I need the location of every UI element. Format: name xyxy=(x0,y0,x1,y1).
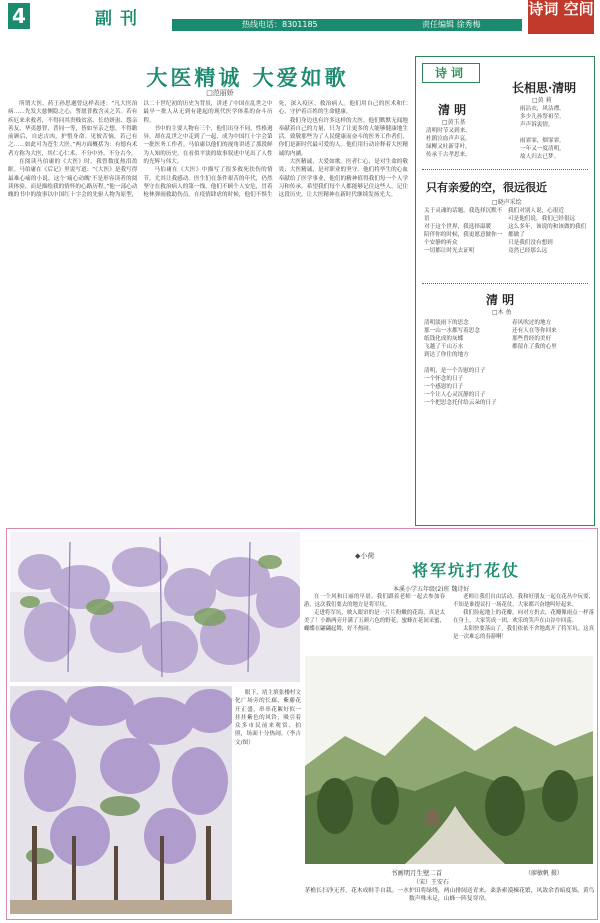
wisteria-caption-box xyxy=(235,689,301,862)
wisteria-photo-2 xyxy=(10,686,232,914)
poem-author: □黄玉基 xyxy=(442,119,466,126)
poem-author: □木 鱼 xyxy=(492,309,512,316)
poetry-sidebar xyxy=(415,56,595,526)
poem-line: 竟然已经那么远 xyxy=(508,248,548,254)
article1-author: □范丽娇 xyxy=(206,89,234,97)
poem-line xyxy=(424,359,504,367)
poem-line: 那一山一水都写着思念 xyxy=(424,328,480,334)
section-tag: ◆小荷 xyxy=(355,552,375,560)
article2-author: 本溪小学五年级(2)班 魏诗好 xyxy=(393,586,470,593)
poem-line: 到达了你住的地方 xyxy=(424,352,469,358)
article2-body xyxy=(304,594,594,652)
article2-title: 将军坑打花仗 xyxy=(412,561,521,580)
poem-line: 清明淡雨下的思念 xyxy=(424,320,469,326)
poem-author: □黄 莉 xyxy=(532,97,552,104)
poem-title: 清 明 xyxy=(438,103,467,117)
brand-logo: 诗词 空间 xyxy=(528,0,594,34)
poem-line: 一切都让时光去证明 xyxy=(424,248,475,254)
paragraph: 太阳快要落山了，我们依依不舍地离开了将军坑。这真是一次难忘的春游啊！ xyxy=(453,625,594,640)
caption-title: 书画明月生壁二首 xyxy=(391,869,443,877)
poem-body xyxy=(426,127,471,159)
poem-line: 清明，是一个告慰的日子 xyxy=(424,368,486,374)
header-bar xyxy=(172,19,522,31)
poem-body xyxy=(512,319,590,351)
page-header xyxy=(0,0,600,34)
poem-line: 一个怀念的日子 xyxy=(424,376,464,382)
poem-line: 关于灵魂的话题，我选择沉默不语 xyxy=(424,208,503,222)
poem-line: 对于这个世界，我选择温暖 xyxy=(424,224,492,230)
painting-caption xyxy=(303,868,596,914)
poem-line: 纸钱化成的灰蝶 xyxy=(424,336,464,342)
paragraph: 我们捡起地上的花瓣，向对方扔去，花瓣像雨点一样落在身上，大家笑成一团，欢乐的笑声在山谷中回荡。 xyxy=(453,609,594,624)
paragraph: 在阅读马伯庸的《大医》时，我曾数度热泪盈眶。马伯庸在《后记》里说写道：“《大医》是我写得最难心痛的小说，这个‘痛心动魄’不是形容读者的阅读体验，而是描绘我的情怀的心路历程。”他一部心动魄的书中的故事以中国红十字会的先驱人物为原型，以二十世纪初的历史为背景，讲述了中国在乱世之中最早一批人从无到有建起的现代医学体系的奋斗历程。 xyxy=(8,101,273,199)
poem-line: 春风吹过的地方 xyxy=(512,320,552,326)
poem-line: 绿柳又吐新芽叶， xyxy=(426,144,471,150)
landscape-painting-graphic xyxy=(305,656,593,864)
poem-line: 都留在了我的心里 xyxy=(512,344,557,350)
poem-line: 声声诉衷情。 xyxy=(520,122,554,128)
paragraph: 走进将军坑，映入眼帘的是一片片粉嫩的花海，真是太美了！小路两旁开满了五颜六色的野花，蜜蜂在花间采蜜，蝴蝶在翩翩起舞，好不热闹。 xyxy=(304,609,445,632)
paragraph: 我们身边也有许多这样的大医。他们默默无闻地奉献着自己的力量，只为了让更多的人能够健康地生活。致敬那些为了人民健康而奋斗的医务工作者们，你们是新时代最可爱的人。他们用行动诠释着大医精诚的内涵。 xyxy=(278,117,408,157)
divider xyxy=(422,283,588,284)
paragraph: 在一个风和日丽的早晨，我们跟着老师一起去参加春游，这次我们要去的地方是将军坑。 xyxy=(304,594,445,608)
poem-line: 飞越了千山万水 xyxy=(424,344,464,350)
page-number: 4 xyxy=(8,3,30,29)
paragraph: 老师让我们自由活动。我和好朋友一起在花丛中玩耍，不知是谁提议打一场花仗，大家都兴奋地叫好起来。 xyxy=(453,594,594,608)
paragraph: 所谓大医，药王孙思邈曾这样表述：“凡大医治病……先发大慈恻隐之心，誓愿普救含灵之苦。若有疾厄来求救者，不得问其贵贱贫富、长幼妍蚩、怨亲善友、华夷愚智，普同一等，皆如至亲之想。不得瞻前顾后，自虑吉凶，护惜身命。见彼苦恼，若己有之……如此可为苍生大医。”两方面概括为：有德有术者方称为大医，其仁心仁术，不分中外，不分古今。 xyxy=(8,101,138,157)
poem-line: 可是他们说，我们已经很远 xyxy=(508,216,576,222)
poem-author: □晓声采绘 xyxy=(492,199,522,206)
caption-author: （宋）王安石 xyxy=(413,879,450,886)
column-name: 副刊 xyxy=(95,9,145,29)
wisteria-photo-1 xyxy=(10,532,300,682)
poem-line: 一个让人心灵沉静的日子 xyxy=(424,392,486,398)
poem-line: 一个把思念托付给云朵的日子 xyxy=(424,400,497,406)
poem-title: 只有亲爱的空，很远很近 xyxy=(426,181,547,194)
poem-title: 清 明 xyxy=(486,293,515,307)
poem-body xyxy=(424,207,504,255)
painter-credit: （廖敏帆 摄） xyxy=(525,870,563,877)
poetry-tab: 诗词 xyxy=(422,63,480,83)
paragraph: 书中的主要人物有三个，他们出身不同，性格迥异，却在乱世之中走到了一起，成为中国红十字会第一批医务工作者。马伯庸以他们的视角讲述了那段鲜为人知的历史，在看似平淡的故事叙述中见出了人性的光辉与伟大。 xyxy=(143,125,273,166)
poem-title: 长相思·清明 xyxy=(512,81,577,95)
poem-line: 这么多年，该说的和该做的我们都做了 xyxy=(508,224,587,238)
paragraph: 马伯庸在《大医》中描写了很多救死扶伤的情节，尤其让我感动。医生们在条件艰苦的年代，仍然坚守在救治病人的第一线，他们不顾个人安危，冒着枪林弹雨救助伤员。在疫情肆虐的时候，他们不惧生死，深入疫区，救治病人。他们用自己的医术和仁心，守护着百姓的生命健康。 xyxy=(143,101,408,199)
hotline: 热线电话：8301185 xyxy=(242,20,318,29)
poem-line: 杜鹃泣血声声哀。 xyxy=(426,136,471,142)
editor: 责任编辑 徐秀梅 xyxy=(422,20,481,29)
poem-line: 传承千古孝思来。 xyxy=(426,152,471,158)
poem-line: 一个感恩的日子 xyxy=(424,384,464,390)
poem-line: 陪伴你的时候，我更愿意做你一个安静的听众 xyxy=(424,232,503,246)
poem-body xyxy=(520,105,565,161)
poem-line: 还有人在等你回来 xyxy=(512,328,557,334)
poem-line: 雨沾衣，风沾襟。 xyxy=(520,106,565,112)
poem-body xyxy=(424,319,504,407)
wisteria-caption: 眼下，靖主填张楼村文化广场旁的长廊，紫藤花开正盛，串串花絮好似一挂挂紫色的风铃，吸引着众多市民前来观赏、拍照，场面十分热闹。（李吉 文/图） xyxy=(235,690,301,746)
poem-line: 一年又一度清明， xyxy=(520,146,565,152)
poem-line xyxy=(520,129,565,137)
divider xyxy=(422,169,588,170)
poem-line: 雨霏霏，烟霏霏。 xyxy=(520,138,565,144)
poem-body xyxy=(508,207,588,255)
wisteria-photo-1-graphic xyxy=(10,532,300,682)
poem-line: 只是我们没有想到 xyxy=(508,240,553,246)
poem-line: 故人归去已梦。 xyxy=(520,154,560,160)
poem-line: 我们对别人说，心很近 xyxy=(508,208,564,214)
article1-body xyxy=(8,100,408,525)
poem-line: 多少儿孙祭祖茔， xyxy=(520,114,565,120)
article1-title: 大医精诚 大爱如歌 xyxy=(146,65,349,90)
wisteria-photo-2-graphic xyxy=(10,686,232,914)
paragraph: 大医精诚，大爱如歌。医者仁心，是对生命的敬畏；大医精诚，是对职业的坚守。他们将毕生的心血奉献给了医学事业，他们的精神值得我们每一个人学习和传承。希望我们每个人都能够记住这些人，记住这段历史，让大医精神在新时代继续发扬光大。 xyxy=(278,159,408,199)
caption-poem: 茅檐长扫净无苔，花木成畦手自栽。一水护田将绿绕，两山排闼送青来。桑条索漠楝花繁，风敛余香暗度墙。黄鸟数声殊未足，山蜂一阵复穿帘。 xyxy=(304,888,595,902)
poem-line: 清明时节又到来， xyxy=(426,128,471,134)
poem-line: 那些曾经的美好 xyxy=(512,336,552,342)
landscape-painting xyxy=(305,656,593,864)
